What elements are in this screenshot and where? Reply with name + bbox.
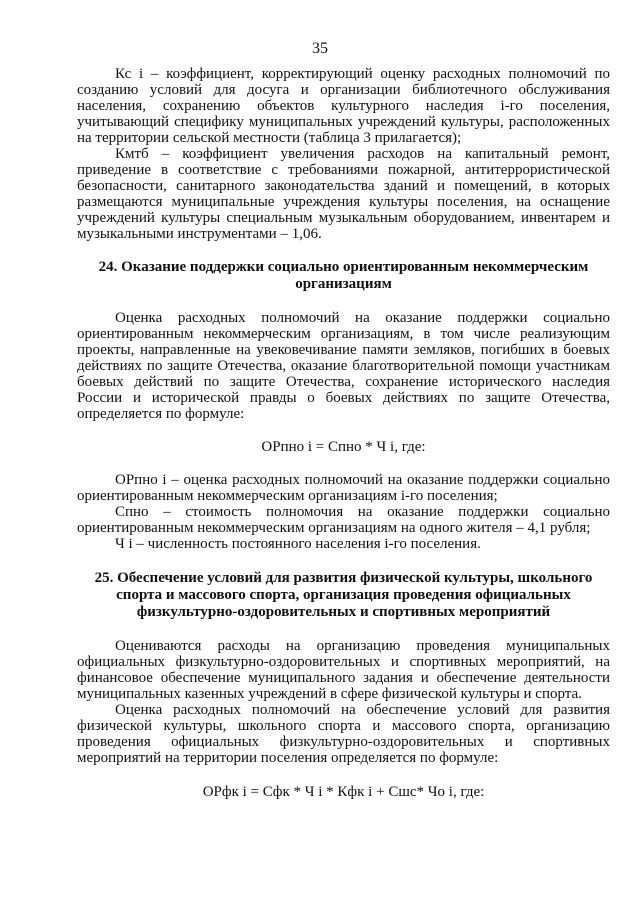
formula-orpno: ОРпно i = Спно * Ч i, где: [261,439,426,455]
paragraph-kmtb-coefficient: Кмтб – коэффициент увеличения расходов на капитальный ремонт, приведение в соответствие с требованиями пожарной, антитеррористической безопасности, санитарного законодательства зданий и помещений, в которых размещаются муниципальные учреждения культуры поселения, на оснащение учреждений культуры специальным музыкальным оборудованием, инвентарем и музыкальными инструментами – 1,06. [77,146,610,242]
paragraph-section-24-intro: Оценка расходных полномочий на оказание поддержки социально ориентированным некоммерческим организациям, в том числе реализующим проекты, направленные на увековечивание памяти земляков, погибших в боевых действиях по защите Отечества, оказание благотворительной помощи участникам боевых действий по защите Отечества, сохранение исторического наследия России и исторической правды о боевых действиях по защите Отечества, определяется по формуле: [77,310,610,422]
paragraph-section-25-intro: Оцениваются расходы на организацию проведения муниципальных официальных физкультурно-оздоровительных и спортивных мероприятий, на финансовое обеспечение муниципального задания и обеспечение деятельности муниципальных казенных учреждений в сфере физической культуры и спорта. [77,638,610,702]
page-content [77,66,610,800]
paragraph-ks-coefficient: Кс i – коэффициент, корректирующий оценку расходных полномочий по созданию условий для досуга и организации библиотечного обслуживания населения, сохранению объектов культурного наследия i-го поселения, учитывающий специфику муниципальных учреждений культуры, расположенных на территории сельской местности (таблица 3 прилагается); [77,66,610,146]
formula-orfk: ОРфк i = Сфк * Ч i * Кфк i + Сшс* Чо i, где: [202,784,485,800]
paragraph-chi-definition: Ч i – численность постоянного населения i-го поселения. [115,536,481,552]
page-number: 35 [312,40,328,57]
paragraph-spno-definition: Спно – стоимость полномочия на оказание поддержки социально ориентированным некоммерческим организациям на одного жителя – 4,1 рубля; [77,504,610,536]
paragraph-section-25-formula-intro: Оценка расходных полномочий на обеспечение условий для развития физической культуры, школьного спорта и массового спорта, организацию проведения официальных физкультурно-оздоровительных и спортивных мероприятий на территории поселения определяется по формуле: [77,702,610,766]
paragraph-orpno-definition: ОРпно i – оценка расходных полномочий на оказание поддержки социально ориентированным некоммерческим организациям i-го поселения; [77,472,610,504]
section-heading-24: 24. Оказание поддержки социально ориентированным некоммерческим организациям [98,259,589,292]
section-heading-25: 25. Обеспечение условий для развития физической культуры, школьного спорта и массового спорта, организация проведения официальных физкультурно-оздоровительных и спортивных мероприятий [94,570,593,620]
